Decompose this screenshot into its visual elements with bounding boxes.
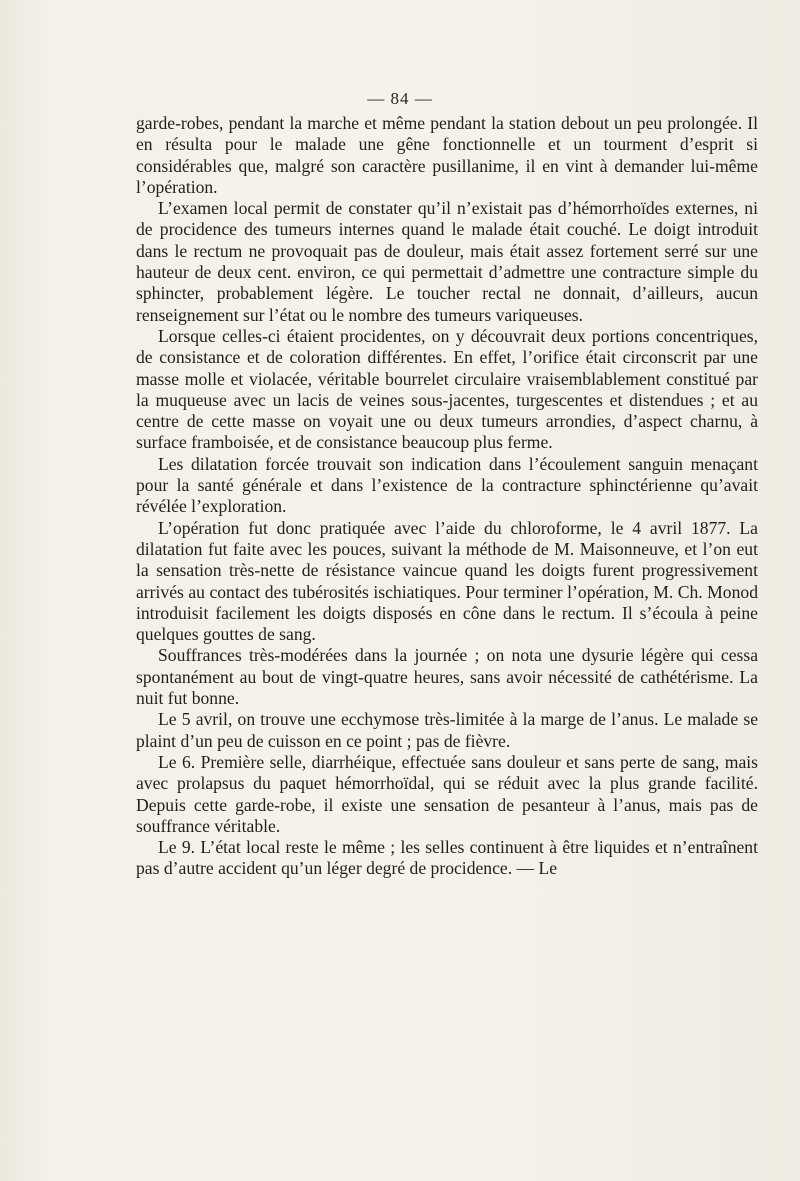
paragraph-souffrances: Souffrances très-modérées dans la journée ; on nota une dysurie légère qui cessa spontanément au bout de vingt-quatre heures, sans avoir nécessité de cathétérisme. La nuit fut bonne. [136,645,758,709]
paragraph-procidentes: Lorsque celles-ci étaient procidentes, on y découvrait deux portions concentriques, de consistance et de coloration différentes. En effet, l’orifice était circonscrit par une masse molle et violacée, véritable bourrelet circulaire vraisemblablement constitué par la muqueuse avec un lacis de veines sous-jacentes, turgescentes et distendues ; et au centre de cette masse on voyait une ou deux tumeurs arrondies, d’aspect charnu, à surface framboisée, et de consistance beaucoup plus ferme. [136,325,758,453]
paragraph-le-9: Le 9. L’état local reste le même ; les selles continuent à être liquides et n’entraînent pas d’autre accident qu’un léger degré de procidence. — Le [136,837,758,879]
paragraph-examen-local: L’examen local permit de constater qu’il n’existait pas d’hémorrhoïdes externes, ni de procidence des tumeurs internes quand le malade était couché. Le doigt introduit dans le rectum ne provoquait pas de douleur, mais était assez fortement serré sur une hauteur de deux cent. environ, ce qui permettait d’admettre une contracture simple du sphincter, probablement légère. Le toucher rectal ne donnait, d’ailleurs, aucun renseignement sur l’état ou le nombre des tumeurs variqueuses. [136,198,758,325]
paragraph-dilatation-forcee: Les dilatation forcée trouvait son indication dans l’écoulement sanguin menaçant pour la santé générale et dans l’existence de la contracture sphinctérienne qu’avait révélée l’exploration. [136,453,758,517]
paragraph-operation: L’opération fut donc pratiquée avec l’aide du chloroforme, le 4 avril 1877. La dilatation fut faite avec les pouces, suivant la méthode de M. Maisonneuve, et l’on eut la sensation très-nette de résistance vaincue quand les doigts furent progressivement arrivés au contact des tubérosités ischiatiques. Pour terminer l’opération, M. Ch. Monod introduisit facilement les doigts disposés en cône dans le rectum. Il s’écoula à peine quelques gouttes de sang. [136,517,758,645]
paragraph-5-avril: Le 5 avril, on trouve une ecchymose très-limitée à la marge de l’anus. Le malade se plaint d’un peu de cuisson en ce point ; pas de fièvre. [136,709,758,751]
page-body [136,113,758,880]
paragraph-le-6: Le 6. Première selle, diarrhéique, effectuée sans douleur et sans perte de sang, mais avec prolapsus du paquet hémorrhoïdal, qui se réduit avec la plus grande facilité. Depuis cette garde-robe, il existe une sensation de pesanteur à l’anus, mais pas de souffrance véritable. [136,751,758,836]
paragraph-continuation: garde-robes, pendant la marche et même pendant la station debout un peu prolongée. Il en résulta pour le malade une gêne fonctionnelle et un tourment d’esprit si considérables que, malgré son caractère pusillanime, il en vint à demander lui-même l’opération. [136,113,758,197]
page-number: — 84 — [367,89,433,108]
